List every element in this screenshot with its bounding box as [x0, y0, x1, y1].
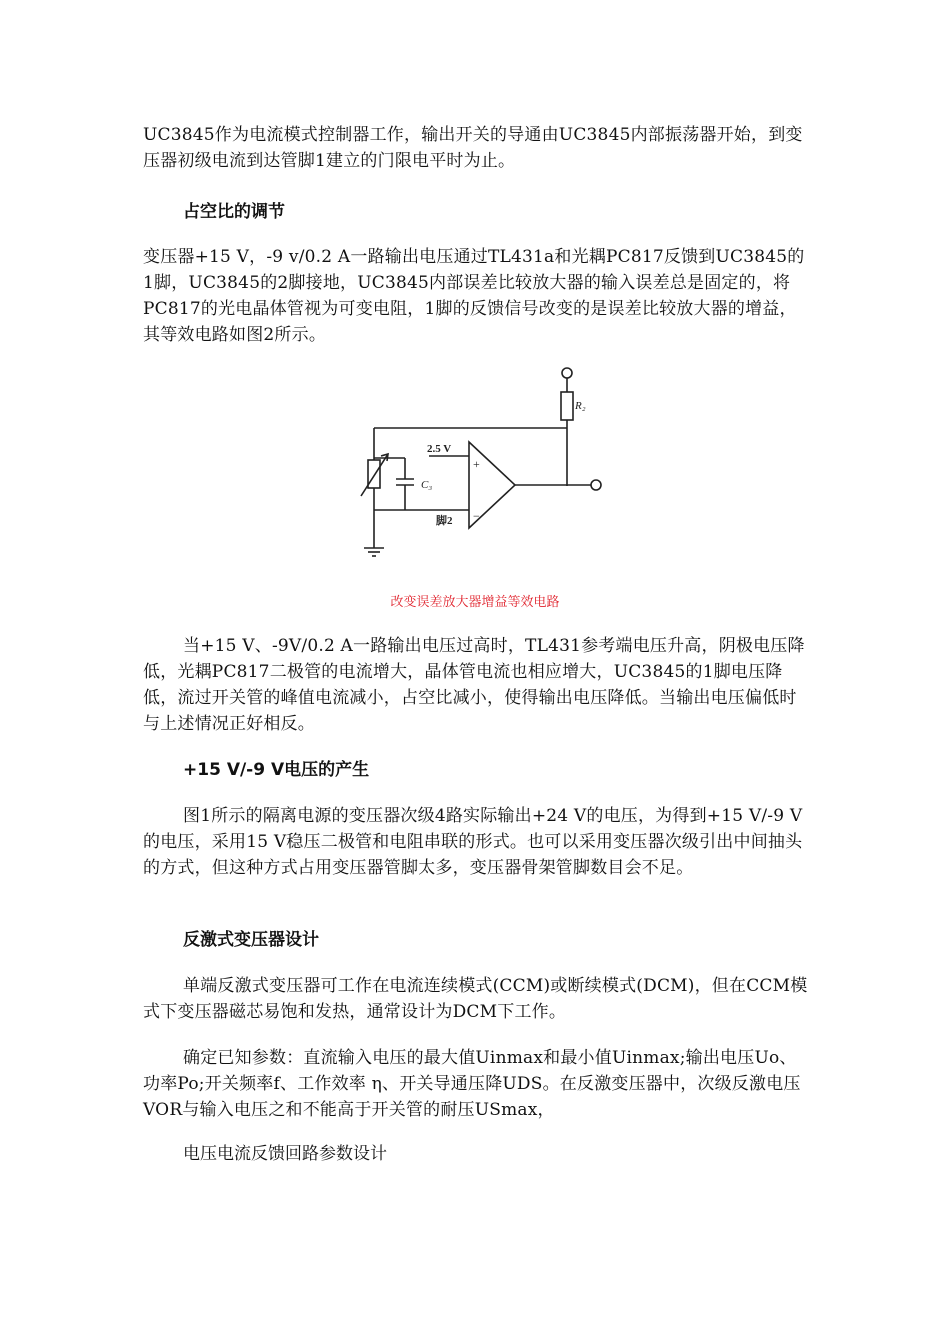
figure-caption: 改变误差放大器增益等效电路: [390, 595, 560, 610]
output-terminal: [591, 480, 601, 490]
paragraph-uc3845-mode: UC3845作为电流模式控制器工作，输出开关的导通由UC3845内部振荡器开始，到变压器初级电流到达管脚1建立的门限电平时为止。: [143, 125, 803, 171]
paragraph-feedback: 变压器+15 V，-9 v/0.2 A一路输出电压通过TL431a和光耦PC817反馈到UC3845的1脚，UC3845的2脚接地，UC3845内部误差比较放大器的输入误差总是固定的，将PC817的光电晶体管视为可变电阻，1脚的反馈信号改变的是误差比较放大器的增益，其等效电路如图2所示。: [143, 247, 805, 345]
resistor-r2: [561, 392, 573, 420]
heading-feedback-loop: 电压电流反馈回路参数设计: [183, 1144, 387, 1164]
paragraph-ccm-dcm: 单端反激式变压器可工作在电流连续模式(CCM)或断续模式(DCM)，但在CCM模式下变压器磁芯易饱和发热，通常设计为DCM下工作。: [143, 976, 808, 1022]
label-plus: +: [473, 457, 480, 471]
top-terminal: [562, 368, 572, 378]
label-c3: C₃: [421, 479, 433, 491]
label-minus: −: [473, 509, 480, 523]
label-pin2: 脚2: [436, 515, 453, 527]
variable-resistor: [368, 460, 380, 488]
label-voltage: 2.5 V: [427, 443, 452, 455]
heading-voltage-generation: +15 V/-9 V电压的产生: [183, 760, 370, 780]
label-r2: R₂: [575, 400, 586, 412]
equivalent-circuit-figure: [333, 362, 613, 562]
paragraph-isolated-supply: 图1所示的隔离电源的变压器次级4路实际输出+24 V的电压，为得到+15 V/-9 V的电压，采用15 V稳压二极管和电阻串联的形式。也可以采用变压器次级引出中间抽头的方式，但这种方式占用变压器管脚太多，变压器骨架管脚数目会不足。: [143, 806, 803, 878]
heading-flyback-design: 反激式变压器设计: [183, 930, 319, 950]
heading-duty-cycle: 占空比的调节: [183, 202, 285, 222]
paragraph-known-params: 确定已知参数：直流输入电压的最大值Uinmax和最小值Uinmax;输出电压Uo、功率Po;开关频率f、工作效率 η、开关导通压降UDS。在反激变压器中，次级反激电压VOR与输入电压之和不能高于开关管的耐压USmax，: [143, 1048, 801, 1120]
circuit-diagram: [333, 362, 613, 562]
paragraph-overvoltage: 当+15 V、-9V/0.2 A一路输出电压过高时，TL431参考端电压升高，阴极电压降低，光耦PC817二极管的电流增大，晶体管电流也相应增大，UC3845的1脚电压降低，流过开关管的峰值电流减小，占空比减小，使得输出电压降低。当输出电压偏低时与上述情况正好相反。: [143, 636, 805, 734]
